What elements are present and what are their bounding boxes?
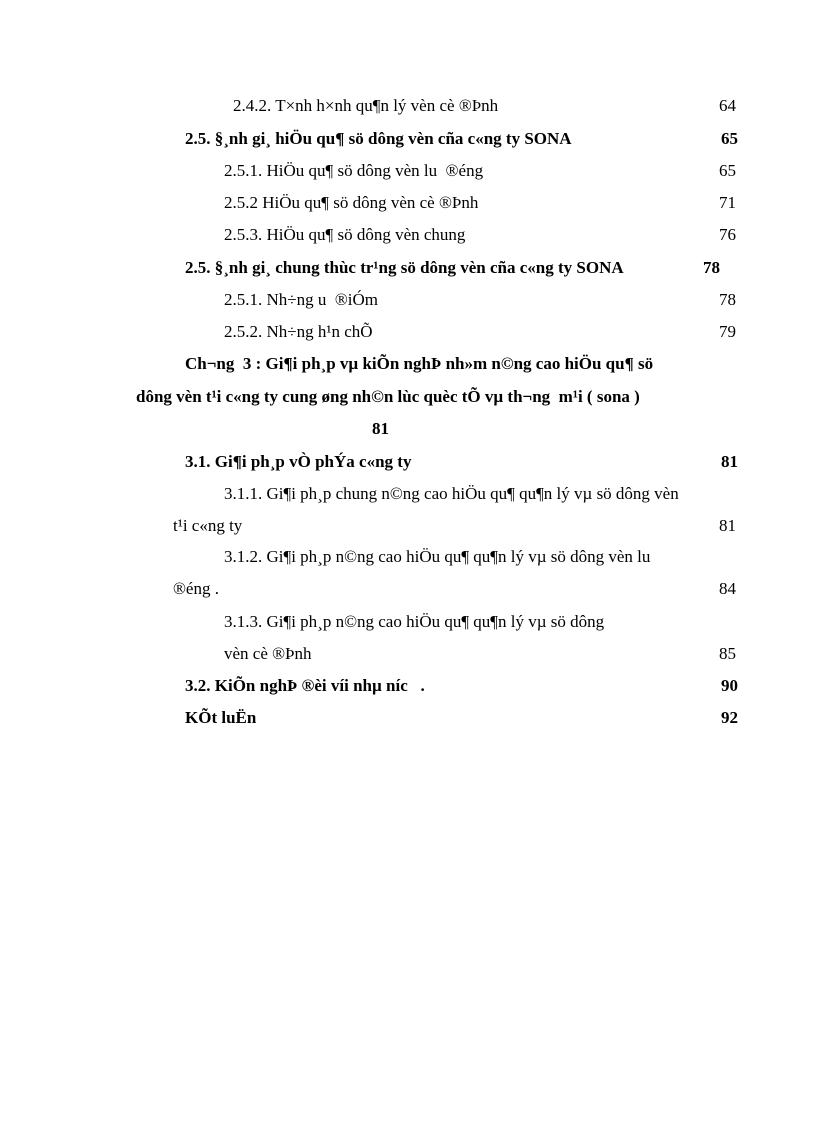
toc-entry-3-1-3-line1: 3.1.3. Gi¶i ph¸p n©ng cao hiÖu qu¶ qu¶n lý vµ sö dông — [224, 612, 605, 631]
toc-page-number: 81 — [721, 452, 738, 471]
toc-entry-2-5-3: 2.5.3. HiÖu qu¶ sö dông vèn chung — [224, 225, 466, 244]
toc-page-number: 71 — [719, 193, 736, 212]
toc-page-number: 78 — [719, 290, 736, 309]
toc-entry-2-5-evaluation-heading: 2.5. §¸nh gi¸ chung thùc tr¹ng sö dông vèn cña c«ng ty SONA — [185, 258, 624, 277]
toc-page-number: 85 — [719, 644, 736, 663]
toc-entry-conclusion: KÕt luËn — [185, 708, 257, 727]
toc-entry-3-1-heading: 3.1. Gi¶i ph¸p vÒ phÝa c«ng ty — [185, 452, 412, 471]
toc-page-number: 65 — [721, 129, 738, 148]
toc-page-number: 92 — [721, 708, 738, 727]
toc-chapter-3-page-number: 81 — [372, 419, 389, 438]
toc-entry-2-5-heading: 2.5. §¸nh gi¸ hiÖu qu¶ sö dông vèn cña c«ng ty SONA — [185, 129, 572, 148]
toc-page-number: 84 — [719, 579, 736, 598]
toc-page-number: 81 — [719, 516, 736, 535]
toc-entry-3-1-1-line1: 3.1.1. Gi¶i ph¸p chung n©ng cao hiÖu qu¶ qu¶n lý vµ sö dông vèn — [224, 484, 679, 503]
toc-entry-3-1-2-line1: 3.1.2. Gi¶i ph¸p n©ng cao hiÖu qu¶ qu¶n lý vµ sö dông vèn lu — [224, 547, 651, 566]
toc-entry-advantages: 2.5.1. Nh÷ng u ®iÓm — [224, 290, 378, 309]
toc-page-number: 76 — [719, 225, 736, 244]
toc-chapter-3-title-line1: Ch¬ng 3 : Gi¶i ph¸p vµ kiÕn nghÞ nh»m n©ng cao hiÖu qu¶ sö — [185, 354, 654, 373]
toc-page-number: 79 — [719, 322, 736, 341]
toc-entry-2-5-2: 2.5.2 HiÖu qu¶ sö dông vèn cè ®Þnh — [224, 193, 479, 212]
toc-entry-2-5-1: 2.5.1. HiÖu qu¶ sö dông vèn lu ®éng — [224, 161, 484, 180]
toc-entry-2-4-2: 2.4.2. T×nh h×nh qu¶n lý vèn cè ®Þnh — [233, 96, 499, 115]
toc-entry-3-1-1-line2: t¹i c«ng ty — [173, 516, 243, 535]
toc-entry-3-1-2-line2: ®éng . — [173, 579, 219, 598]
toc-page-number: 90 — [721, 676, 738, 695]
toc-page-number: 65 — [719, 161, 736, 180]
toc-page-number: 64 — [719, 96, 736, 115]
toc-entry-limitations: 2.5.2. Nh÷ng h¹n chÕ — [224, 322, 373, 341]
toc-entry-3-1-3-line2: vèn cè ®Þnh — [224, 644, 312, 663]
toc-entry-3-2-heading: 3.2. KiÕn nghÞ ®èi víi nhµ níc . — [185, 676, 425, 695]
toc-chapter-3-title-line2: dông vèn t¹i c«ng ty cung øng nh©n lùc quèc tÕ vµ th¬ng m¹i ( sona ) — [136, 387, 640, 406]
toc-page-number: 78 — [703, 258, 720, 277]
